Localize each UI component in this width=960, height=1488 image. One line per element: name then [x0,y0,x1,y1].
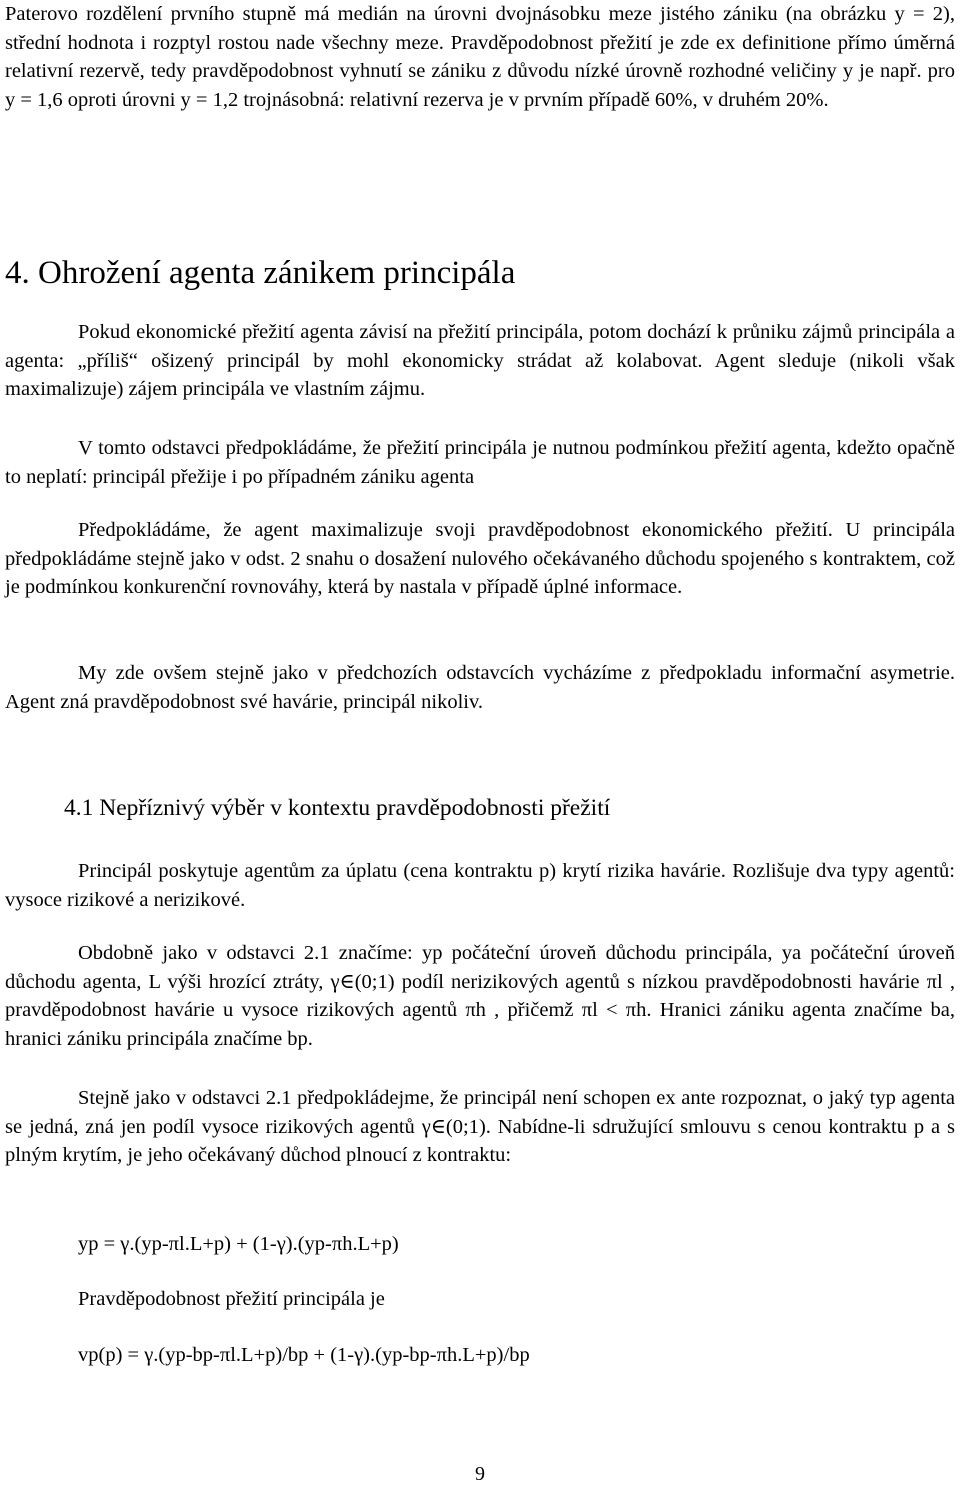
page-number: 9 [475,1463,485,1485]
section-4-paragraph-2: V tomto odstavci předpokládáme, že přežití principála je nutnou podmínkou přežití agenta, kdežto opačně to neplatí: principál přežije i po případném zániku agenta [5,437,955,488]
section-4-1-paragraph-2: Obdobně jako v odstavci 2.1 značíme: yp počáteční úroveň důchodu principála, ya počáteční úroveň důchodu agenta, L výši hrozící ztráty, γ∈(0;1) podíl nerizikových agentů s nízkou pravděpodobnosti havárie πl , pravděpodobnost havárie u vysoce rizikových agentů πh , přičemž πl < πh. Hranici zániku agenta značíme ba, hranici zániku principála značíme bp. [5,942,955,1050]
section-4-paragraph-1: Pokud ekonomické přežití agenta závisí na přežití principála, potom dochází k průniku zájmů principála a agenta: „příliš“ ošizený principál by mohl ekonomicky strádat až kolabovat. Agent sleduje (nikoli však maximalizuje) zájem principála ve vlastním zájmu. [5,321,955,400]
section-4-paragraph-4: My zde ovšem stejně jako v předchozích odstavcích vycházíme z předpokladu informační asymetrie. Agent zná pravděpodobnost své havárie, principál nikoliv. [5,662,955,713]
section-4-1-paragraph-1: Principál poskytuje agentům za úplatu (cena kontraktu p) krytí rizika havárie. Rozlišuje dva typy agentů: vysoce rizikové a nerizikové. [5,860,955,911]
section-4-paragraph-3: Předpokládáme, že agent maximalizuje svoji pravděpodobnost ekonomického přežití. U principála předpokládáme stejně jako v odst. 2 snahu o dosažení nulového očekávaného důchodu spojeného s kontraktem, což je podmínkou konkurenční rovnováhy, která by nastala v případě úplné informace. [5,519,955,598]
equation-expected-income: yp = γ.(yp-πl.L+p) + (1-γ).(yp-πh.L+p) [78,1233,399,1255]
section-4-1-paragraph-3: Stejně jako v odstavci 2.1 předpokládejme, že principál není schopen ex ante rozpoznat, o jaký typ agenta se jedná, zná jen podíl vysoce rizikových agentů γ∈(0;1). Nabídne-li sdružující smlouvu s cenou kontraktu p a s plným krytím, je jeho očekávaný důchod plnoucí z kontraktu: [5,1087,955,1166]
section-4-heading: 4. Ohrožení agenta zánikem principála [5,255,516,291]
intro-paragraph: Paterovo rozdělení prvního stupně má medián na úrovni dvojnásobku meze jistého zániku (na obrázku y = 2), střední hodnota i rozptyl rostou nade všechny meze. Pravděpodobnost přežití je zde ex definitione přímo úměrná relativní rezervě, tedy pravděpodobnost vyhnutí se zániku z důvodu nízké úrovně rozhodné veličiny y je např. pro y = 1,6 oproti úrovni y = 1,2 trojnásobná: relativní rezerva je v prvním případě 60%, v druhém 20%. [5,3,955,111]
section-4-1-paragraph-4: Pravděpodobnost přežití principála je [78,1288,385,1310]
equation-survival-probability: vp(p) = γ.(yp-bp-πl.L+p)/bp + (1-γ).(yp-bp-πh.L+p)/bp [78,1344,530,1366]
section-4-1-heading: 4.1 Nepříznivý výběr v kontextu pravděpodobnosti přežití [64,795,611,821]
